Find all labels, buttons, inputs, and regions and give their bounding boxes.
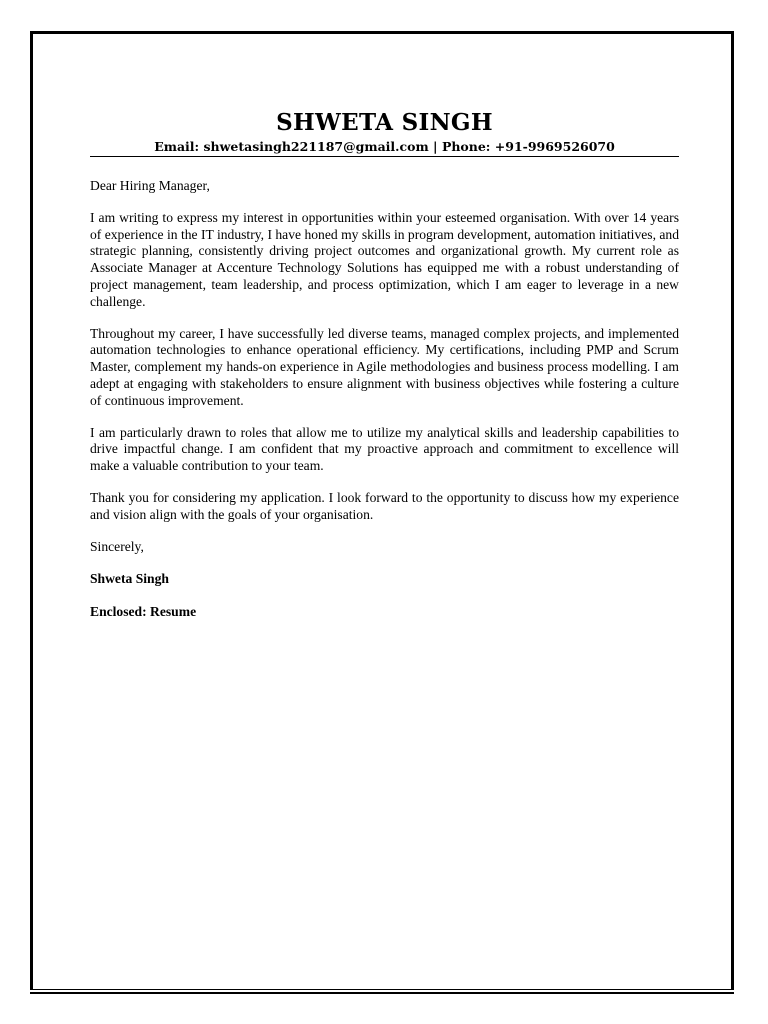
paragraph-career: Throughout my career, I have successfully led diverse teams, managed complex projects, and implemented automation technologies to enhance operational efficiency. My certifications, including PMP and Scrum Master, complement my hands-on experience in Agile methodologies and business process modelling. I am adept at engaging with stakeholders to ensure alignment with business objectives while fostering a culture of continuous improvement. (90, 325, 679, 408)
closing: Sincerely, (90, 538, 144, 554)
paragraph-thanks: Thank you for considering my application. I look forward to the opportunity to discuss how my experience and vision align with the goals of your organisation. (90, 489, 679, 522)
paragraph-intro: I am writing to express my interest in opportunities within your esteemed organisation. With over 14 years of experience in the IT industry, I have honed my skills in program development, automation initiatives, and strategic planning, consistently driving project outcomes and organizational growth. My current role as Associate Manager at Accenture Technology Solutions has equipped me with a robust understanding of project management, team leadership, and process optimization, which I am eager to leverage in a new challenge. (90, 209, 679, 309)
contact-line: Email: shwetasingh221187@gmail.com | Phone: +91-9969526070 (90, 138, 679, 157)
page-border-bottom-rule (30, 992, 734, 994)
salutation: Dear Hiring Manager, (90, 178, 210, 193)
signature-name: Shweta Singh (90, 571, 169, 587)
cover-letter (90, 108, 679, 621)
applicant-name: SHWETA SINGH (276, 109, 493, 136)
paragraph-motivation: I am particularly drawn to roles that allow me to utilize my analytical skills and leadership capabilities to drive impactful change. I am confident that my proactive approach and commitment to excellence will make a valuable contribution to your team. (90, 424, 679, 474)
enclosure-note: Enclosed: Resume (90, 604, 197, 620)
